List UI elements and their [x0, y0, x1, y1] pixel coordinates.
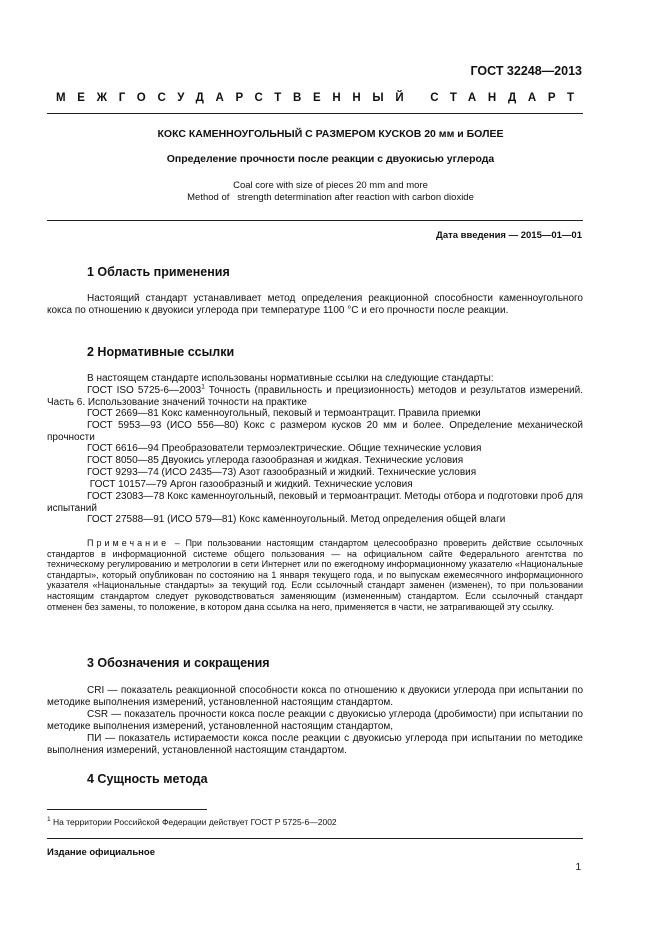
section-1-heading: 1 Область применения	[87, 265, 230, 279]
references-note	[47, 538, 583, 612]
footnote-mark: 1	[47, 816, 51, 824]
header-divider	[47, 113, 583, 114]
reference-code: ГОСТ ISO 5725-6—2003	[87, 385, 202, 396]
reference-item: ГОСТ 27588—91 (ИСО 579—81) Кокс каменноугольный. Метод определения общей влаги	[87, 514, 506, 525]
reference-item	[47, 385, 583, 408]
reference-item: ГОСТ 2669—81 Кокс каменноугольный, пековый и термоантрацит. Правила приемки	[87, 408, 481, 419]
title-divider	[47, 220, 583, 221]
footnote	[47, 817, 337, 827]
footnote-text: На территории Российской Федерации действует ГОСТ Р 5725-6—2002	[50, 817, 337, 827]
reference-item: ГОСТ 10157—79 Аргон газообразный и жидкий. Технические условия	[87, 479, 413, 490]
reference-title: Точность (правильность и прецизионность) методов и результатов измерений. Часть 6. Использование значений точности на практике	[47, 385, 583, 408]
page-number: 1	[575, 862, 581, 873]
footer-divider	[47, 838, 583, 839]
reference-item: ГОСТ 8050—85 Двуокись углерода газообразная и жидкая. Технические условия	[87, 455, 464, 466]
section-3-heading: 3 Обозначения и сокращения	[87, 656, 270, 670]
gost-number: ГОСТ 32248—2013	[470, 64, 582, 78]
definition-pi: ПИ — показатель истираемости кокса после реакции с двуокисью углерода при испытании по методике выполнения измерений, установленной настоящим стандартом.	[47, 733, 583, 756]
definition-cri: CRI — показатель реакционной способности кокса по отношению к двуокиси углерода при испытании по методике выполнения измерений, установленной настоящим стандартом.	[47, 685, 583, 708]
interstate-standard-banner: МЕЖГОСУДАРСТВЕННЫЙ СТАНДАРТ	[56, 92, 586, 104]
reference-item: ГОСТ 23083—78 Кокс каменноугольный, пековый и термоантрацит. Методы отбора и подготовки проб для испытаний	[47, 491, 583, 514]
reference-item: ГОСТ 9293—74 (ИСО 2435—73) Азот газообразный и жидкий. Технические условия	[87, 467, 477, 478]
note-label: Примечание	[87, 538, 170, 548]
document-title-ru: КОКС КАМЕННОУГОЛЬНЫЙ С РАЗМЕРОМ КУСКОВ 20 мм и БОЛЕЕ	[157, 128, 504, 140]
references-intro: В настоящем стандарте использованы нормативные ссылки на следующие стандарты:	[87, 373, 494, 384]
document-title-en: Coal core with size of pieces 20 mm and more	[233, 180, 428, 191]
document-subtitle-en: Method of strength determination after reaction with carbon dioxide	[187, 192, 474, 203]
section-2-heading: 2 Нормативные ссылки	[87, 345, 235, 359]
footnote-divider	[47, 809, 207, 810]
section-1-paragraph: Настоящий стандарт устанавливает метод определения реакционной способности каменноугольного кокса по отношению к двуокиси углерода при температуре 1100 °С и его прочности после реакции.	[47, 293, 583, 316]
reference-item: ГОСТ 5953—93 (ИСО 556—80) Кокс с размером кусков 20 мм и более. Определение механической прочности	[47, 420, 583, 443]
note-text: – При пользовании настоящим стандартом целесообразно проверить действие ссылочных стандартов в информационной системе общего пользования — на официальном сайте Федерального агентства по техническому регулированию и метрологии в сети Интернет или по ежегодному информационному указателю «Национальные стандарты», который опубликован по состоянию на 1 января текущего года, и по выпускам ежемесячного информационного указателя «Национальные стандарты» за текущий год. Если ссылочный стандарт заменен (изменен), то при пользовании настоящим стандартом следует руководствоваться заменяющим (измененным) стандартом. Если ссылочный стандарт отменен без замены, то положение, в котором дана ссылка на него, применяется в части, не затрагивающей эту ссылку.	[47, 538, 583, 612]
section-4-heading: 4 Сущность метода	[87, 772, 208, 786]
reference-item: ГОСТ 6616—94 Преобразователи термоэлектрические. Общие технические условия	[87, 443, 482, 454]
definition-csr: CSR — показатель прочности кокса после реакции с двуокисью углерода (дробимости) при испытании по методике выполнения измерений, установленной настоящим стандартом,	[47, 709, 583, 732]
introduction-date: Дата введения — 2015—01—01	[436, 230, 582, 241]
document-subtitle-ru: Определение прочности после реакции с двуокисью углерода	[166, 153, 495, 165]
footnote-marker: 1	[201, 383, 205, 391]
edition-label: Издание официальное	[47, 847, 155, 858]
